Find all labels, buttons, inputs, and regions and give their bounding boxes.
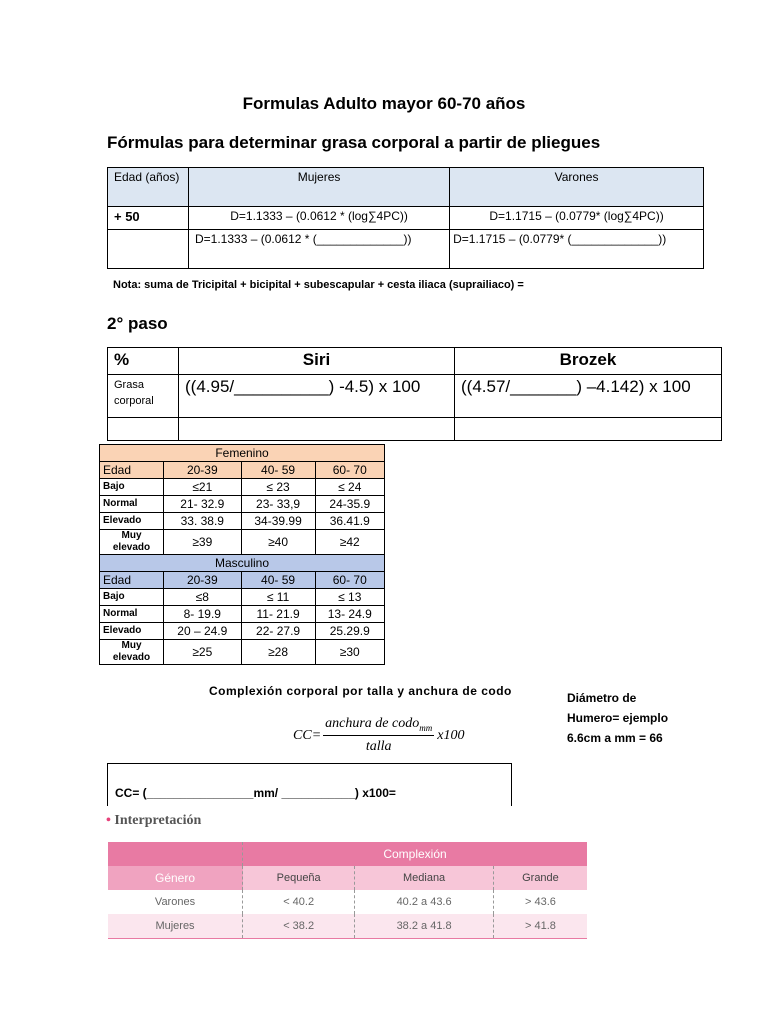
- table-row: [108, 914, 587, 939]
- value-cell: 23- 33,9: [241, 496, 315, 513]
- row-label: Muy elevado: [100, 530, 164, 555]
- paso-heading: 2° paso: [107, 314, 168, 333]
- cc-line: CC= (________________mm/ ___________) x100=: [115, 786, 396, 800]
- cc-formula: [292, 716, 465, 756]
- grasa-table: [107, 347, 722, 441]
- page-title: Formulas Adulto mayor 60-70 años: [242, 94, 526, 113]
- formula-table: [107, 167, 704, 269]
- mujeres-formula: D=1.1333 – (0.0612 * (log∑4PC)): [189, 207, 450, 230]
- age-cell: + 50: [108, 207, 189, 230]
- value-cell: ≥25: [164, 640, 242, 665]
- table-row: [100, 623, 385, 640]
- complexion-title: Complexión corporal por talla y anchura de codo: [209, 684, 512, 698]
- value-cell: > 41.8: [493, 914, 587, 939]
- masculino-header: 20-39: [164, 572, 242, 589]
- value-cell: 22- 27.9: [241, 623, 315, 640]
- row-label: Mujeres: [108, 914, 243, 939]
- interpretacion-heading: [106, 813, 201, 829]
- empty-cell: [455, 418, 722, 441]
- table-row: [100, 606, 385, 623]
- nota-text: Nota: suma de Tricipital + bicipital + subescapular + cesta iliaca (suprailiaco) =: [113, 279, 524, 291]
- table-row: [100, 640, 385, 665]
- value-cell: ≥30: [315, 640, 384, 665]
- value-cell: 13- 24.9: [315, 606, 384, 623]
- header-siri: Siri: [179, 348, 455, 375]
- header-percent: %: [108, 348, 179, 375]
- row-label: Elevado: [100, 513, 164, 530]
- section-subtitle: Fórmulas para determinar grasa corporal a partir de pliegues: [107, 133, 601, 152]
- value-cell: 38.2 a 41.8: [355, 914, 494, 939]
- value-cell: 33. 38.9: [164, 513, 242, 530]
- value-cell: 24-35.9: [315, 496, 384, 513]
- value-cell: 34-39.99: [241, 513, 315, 530]
- row-label: Muy elevado: [100, 640, 164, 665]
- empty-cell: [108, 230, 189, 269]
- varones-formula: D=1.1715 – (0.0779* (log∑4PC)): [450, 207, 704, 230]
- value-cell: ≥42: [315, 530, 384, 555]
- classification-table: [99, 444, 385, 665]
- table-row: [100, 513, 385, 530]
- mujeres-formula-blank: D=1.1333 – (0.0612 * (_____________)): [189, 230, 450, 269]
- table-row: [108, 890, 587, 914]
- diametro-line: Humero= ejemplo: [567, 711, 669, 725]
- table-row: [100, 496, 385, 513]
- value-cell: ≤ 13: [315, 589, 384, 606]
- header-edad: Edad (años): [108, 168, 189, 207]
- value-cell: > 43.6: [493, 890, 587, 914]
- value-cell: ≥28: [241, 640, 315, 665]
- header-mediana: Mediana: [355, 866, 494, 890]
- table-row: [100, 530, 385, 555]
- table-row: [100, 589, 385, 606]
- interpretacion-table: [108, 842, 587, 939]
- femenino-header: 20-39: [164, 462, 242, 479]
- femenino-header-edad: Edad: [100, 462, 164, 479]
- value-cell: 21- 32.9: [164, 496, 242, 513]
- empty-cell: [108, 418, 179, 441]
- diametro-line: Diámetro de: [567, 691, 637, 705]
- formula-denominator: talla: [365, 738, 392, 754]
- row-label: Normal: [100, 606, 164, 623]
- interpretacion-title: Interpretación: [114, 813, 202, 828]
- bullet-icon: •: [106, 813, 111, 828]
- formula-numerator: [323, 716, 434, 735]
- femenino-header: 60- 70: [315, 462, 384, 479]
- table-row: [100, 479, 385, 496]
- complexion-group: Complexión: [243, 842, 588, 866]
- header-pequena: Pequeña: [243, 866, 355, 890]
- value-cell: 36.41.9: [315, 513, 384, 530]
- masculino-header: 60- 70: [315, 572, 384, 589]
- row-label: Varones: [108, 890, 243, 914]
- empty-cell: [108, 842, 243, 866]
- formula-lhs-text: CC: [293, 727, 312, 743]
- value-cell: ≤ 11: [241, 589, 315, 606]
- value-cell: < 40.2: [243, 890, 355, 914]
- value-cell: ≤ 24: [315, 479, 384, 496]
- formula-lhs: CC=: [293, 727, 322, 743]
- value-cell: ≤ 23: [241, 479, 315, 496]
- row-label: Bajo: [100, 479, 164, 496]
- row-label: Elevado: [100, 623, 164, 640]
- femenino-title: Femenino: [100, 445, 385, 462]
- empty-cell: [179, 418, 455, 441]
- header-brozek: Brozek: [455, 348, 722, 375]
- value-cell: 40.2 a 43.6: [355, 890, 494, 914]
- femenino-header: 40- 59: [241, 462, 315, 479]
- value-cell: 11- 21.9: [241, 606, 315, 623]
- value-cell: ≤8: [164, 589, 242, 606]
- header-grande: Grande: [493, 866, 587, 890]
- row-label: Bajo: [100, 589, 164, 606]
- row-label: Normal: [100, 496, 164, 513]
- value-cell: 25.29.9: [315, 623, 384, 640]
- value-cell: < 38.2: [243, 914, 355, 939]
- value-cell: ≥39: [164, 530, 242, 555]
- masculino-header-edad: Edad: [100, 572, 164, 589]
- formula-sub: mm: [419, 722, 433, 733]
- masculino-header: 40- 59: [241, 572, 315, 589]
- value-cell: 8- 19.9: [164, 606, 242, 623]
- formula-num-text: anchura de codo: [325, 716, 420, 731]
- value-cell: ≤21: [164, 479, 242, 496]
- diametro-note: [567, 688, 668, 748]
- header-varones: Varones: [450, 168, 704, 207]
- brozek-formula: ((4.57/_______) –4.142) x 100: [455, 375, 722, 418]
- value-cell: 20 – 24.9: [164, 623, 242, 640]
- varones-formula-blank: D=1.1715 – (0.0779* (_____________)): [450, 230, 704, 269]
- masculino-title: Masculino: [100, 555, 385, 572]
- grasa-label: Grasa corporal: [108, 375, 179, 418]
- siri-formula: ((4.95/__________) -4.5) x 100: [179, 375, 455, 418]
- header-genero: Género: [108, 866, 243, 890]
- formula-mult: x100: [437, 727, 465, 743]
- value-cell: ≥40: [241, 530, 315, 555]
- diametro-line: 6.6cm a mm = 66: [567, 731, 663, 745]
- header-mujeres: Mujeres: [189, 168, 450, 207]
